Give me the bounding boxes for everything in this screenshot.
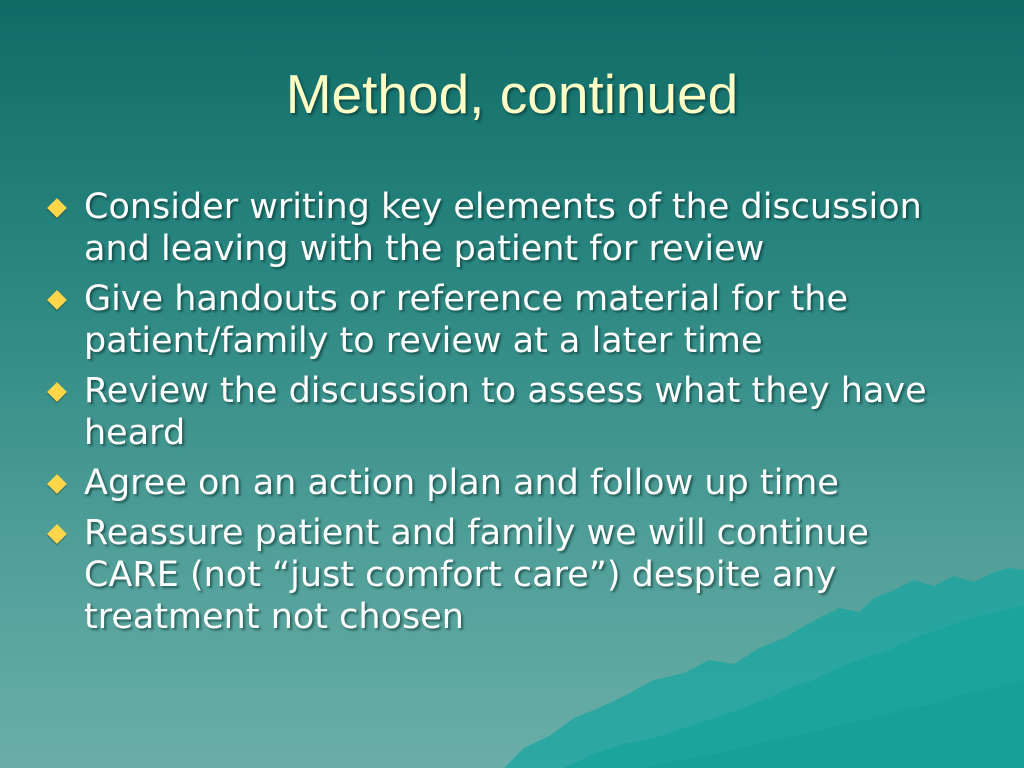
bullet-text: Review the discussion to assess what they have heard [84,371,927,453]
bullet-text: Reassure patient and family we will continue CARE (not “just comfort care”) despite any treatment not chosen [84,513,869,637]
bullet-item [44,462,974,504]
bullet-text: Consider writing key elements of the discussion and leaving with the patient for review [84,187,922,269]
bullet-item [44,278,974,362]
bullet-item [44,370,974,454]
diamond-bullet-icon [47,524,67,544]
bullet-item [44,512,974,638]
bullet-list [44,186,974,646]
bullet-text: Give handouts or reference material for the patient/family to review at a later time [84,279,849,361]
slide-title: Method, continued [285,63,739,125]
diamond-bullet-icon [47,474,67,494]
bullet-item [44,186,974,270]
diamond-bullet-icon [47,198,67,218]
bullet-text: Agree on an action plan and follow up time [84,463,839,503]
diamond-bullet-icon [47,290,67,310]
diamond-bullet-icon [47,382,67,402]
